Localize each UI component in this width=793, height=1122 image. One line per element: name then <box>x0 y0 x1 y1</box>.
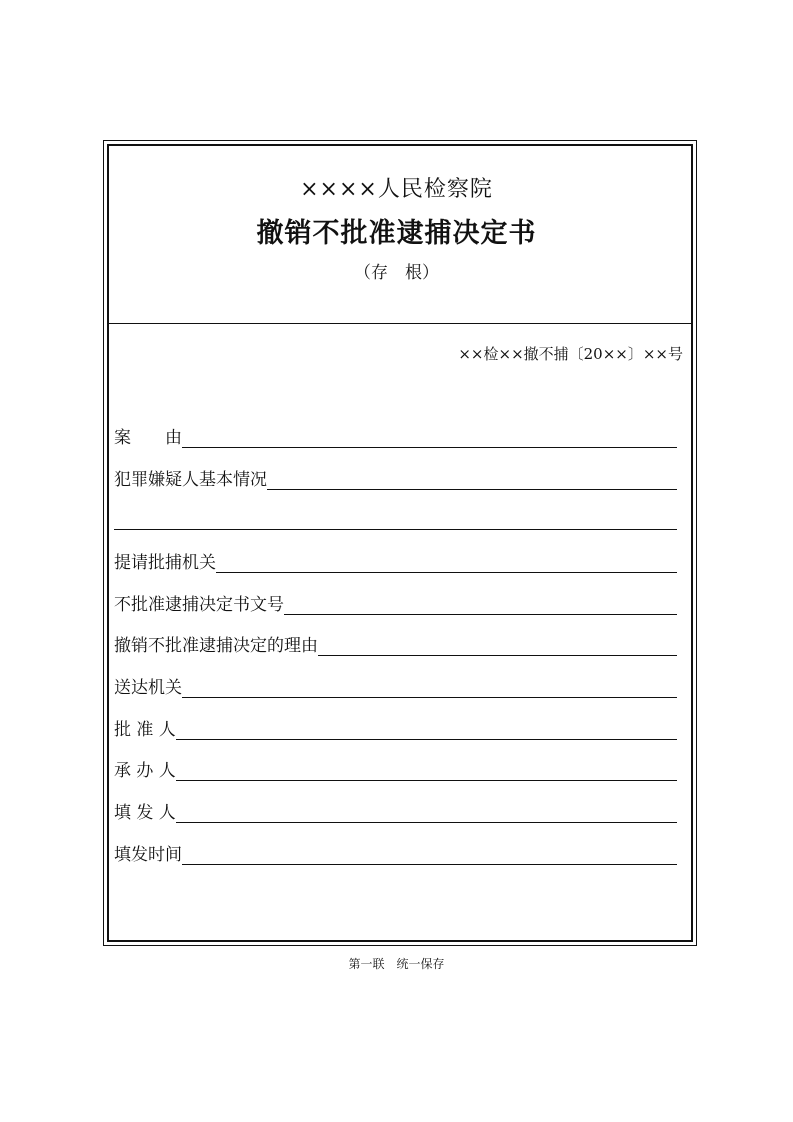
document-subtitle: （存 根） <box>354 263 439 283</box>
field-line-issue-time[interactable] <box>182 864 677 865</box>
field-delivery-agency <box>114 670 677 700</box>
header-divider <box>108 323 693 324</box>
field-label-revocation-reason: 撤销不批准逮捕决定的理由 <box>114 636 318 656</box>
field-handler <box>114 753 677 783</box>
field-revocation-reason <box>114 628 677 658</box>
field-label-decision-doc-number: 不批准逮捕决定书文号 <box>114 595 284 615</box>
field-label-handler: 承 办 人 <box>114 761 176 781</box>
field-issue-time <box>114 837 677 867</box>
field-requesting-agency <box>114 545 677 575</box>
field-label-issue-time: 填发时间 <box>114 845 182 865</box>
field-line-suspect-info[interactable] <box>267 489 677 490</box>
field-line-requesting-agency[interactable] <box>216 572 677 573</box>
field-label-case-cause: 案 由 <box>114 428 182 448</box>
document-number: ××检××撤不捕〔20××〕××号 <box>458 345 683 363</box>
field-label-issuer: 填 发 人 <box>114 803 176 823</box>
field-line-decision-doc-number[interactable] <box>284 614 677 615</box>
field-line-delivery-agency[interactable] <box>182 697 677 698</box>
document-title: 撤销不批准逮捕决定书 <box>256 218 537 249</box>
field-line-suspect-info-continued[interactable] <box>114 529 677 530</box>
field-line-issuer[interactable] <box>176 822 677 823</box>
field-approver <box>114 712 677 742</box>
footer-note: 第一联 统一保存 <box>348 957 445 971</box>
field-suspect-info <box>114 462 677 492</box>
field-line-approver[interactable] <box>176 739 677 740</box>
field-line-case-cause[interactable] <box>182 447 677 448</box>
field-label-suspect-info: 犯罪嫌疑人基本情况 <box>114 470 267 490</box>
field-case-cause <box>114 420 677 450</box>
field-label-requesting-agency: 提请批捕机关 <box>114 553 216 573</box>
field-issuer <box>114 795 677 825</box>
field-line-revocation-reason[interactable] <box>318 655 677 656</box>
field-decision-doc-number <box>114 587 677 617</box>
field-label-delivery-agency: 送达机关 <box>114 678 182 698</box>
field-line-handler[interactable] <box>176 780 677 781</box>
organization-name: ××××人民检察院 <box>300 177 493 202</box>
field-label-approver: 批 准 人 <box>114 720 176 740</box>
